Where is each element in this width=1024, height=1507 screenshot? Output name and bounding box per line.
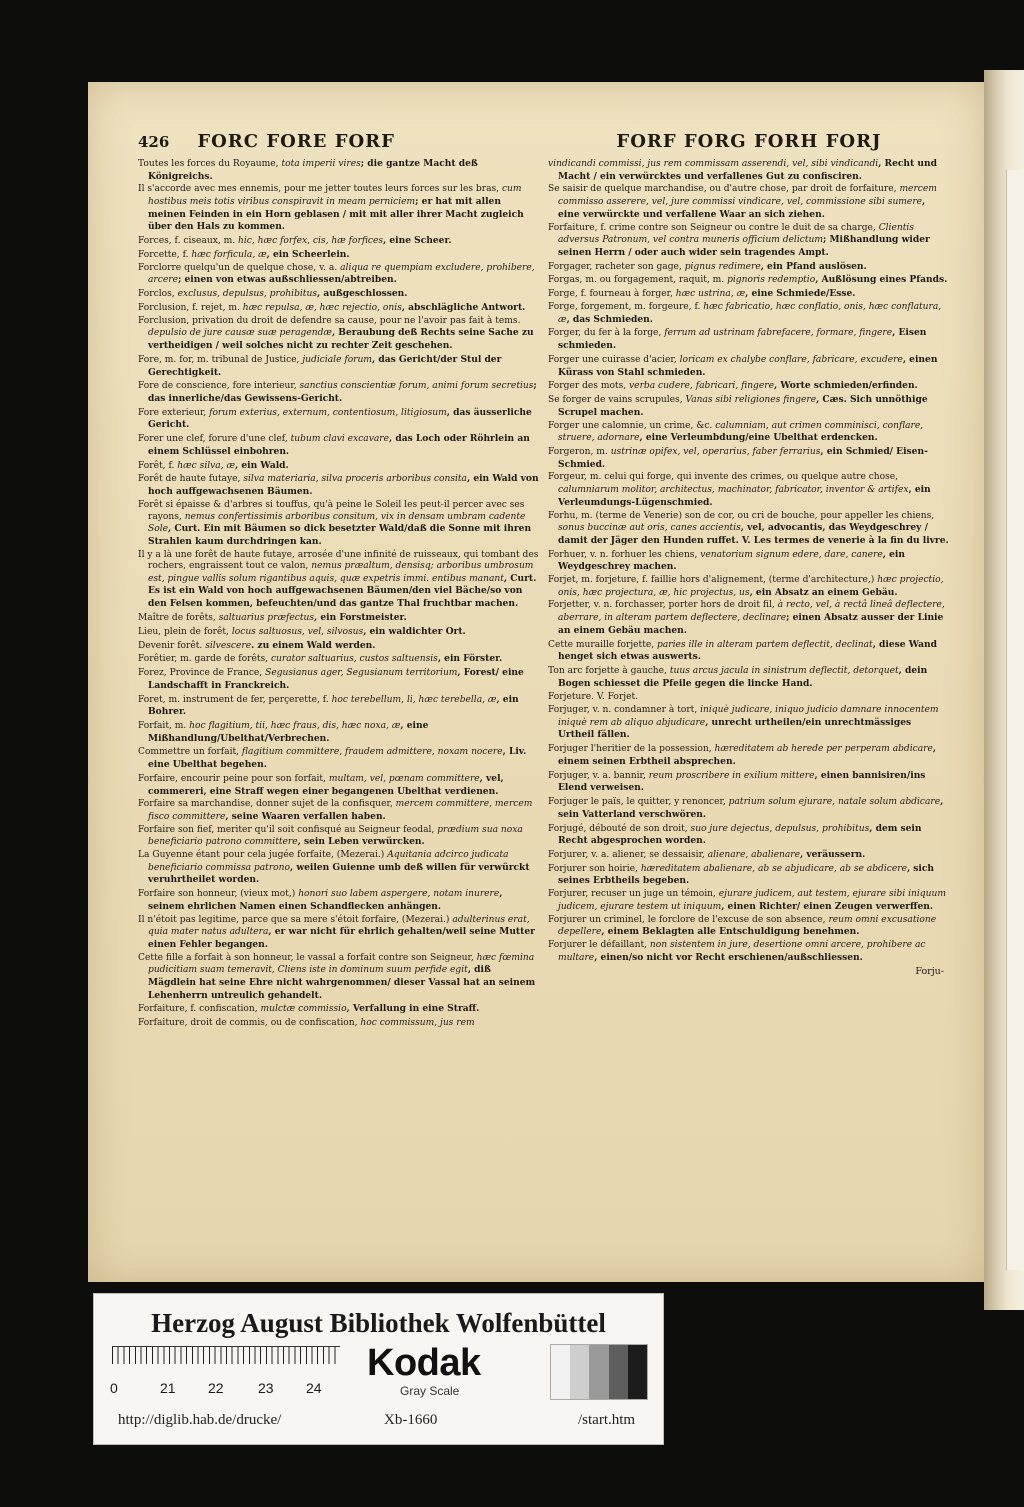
- french-text: Forger des mots,: [548, 381, 630, 392]
- dictionary-entry: [138, 612, 540, 625]
- latin-text: flagitium committere, fraudem admittere, noxam nocere: [241, 747, 503, 758]
- latin-text: hic, hæc forfex, cis, hæ forfices: [238, 236, 384, 247]
- page-edge: [984, 70, 1024, 1310]
- dictionary-entry: [138, 473, 540, 498]
- latin-text: hoc flagitium, tii, hæc fraus, dis, hæc noxa, æ: [189, 721, 401, 731]
- french-text: Forfaiture, f. confiscation,: [138, 1004, 261, 1015]
- latin-text: Clientis adversus Patronum, vel contra muneris officium delictum: [558, 222, 914, 246]
- latin-text: cum hostibus meis totis viribus conspiravit in meam perniciem: [148, 184, 522, 208]
- german-text: , Außlösung eines Pfands.: [815, 274, 948, 286]
- french-text: Forjetter, v. n. forchasser, porter hors de droit fil,: [548, 600, 778, 611]
- gray-swatch: [589, 1345, 608, 1399]
- german-text: , einem Beklagten alle Entschuldigung benehmen.: [601, 926, 860, 938]
- german-text: , ein waldichter Ort.: [363, 625, 466, 637]
- french-text: Forgager, racheter son gage,: [548, 261, 685, 272]
- dictionary-entry: [548, 446, 950, 471]
- french-text: Forfaire, encourir peine pour son forfait,: [138, 773, 329, 784]
- latin-text: pignus redimere: [684, 261, 761, 272]
- latin-text: hæc silva, æ: [177, 460, 236, 471]
- german-text: , Cæs. Sich unnöthige Scrupel machen.: [558, 394, 928, 418]
- dictionary-entry: [138, 500, 540, 549]
- ruler-number: 22: [208, 1380, 224, 1396]
- german-text: , ein Weydgeschrey machen.: [558, 548, 905, 573]
- german-text: , ein Pfand auslösen.: [760, 260, 867, 272]
- dictionary-entry: [548, 863, 950, 888]
- dictionary-entry: [138, 249, 540, 262]
- french-text: Forêt, f.: [138, 460, 178, 471]
- dictionary-entry: [138, 550, 540, 611]
- start-link: /start.htm: [578, 1412, 636, 1428]
- french-text: Forhu, m. (terme de Venerie) son de cor, ou cri de bouche, pour appeller les chiens,: [548, 510, 935, 521]
- latin-text: Aquitania adcirco judicata beneficiario commissa patrono: [148, 850, 509, 873]
- dictionary-entry: [548, 705, 950, 742]
- right-header: [548, 130, 950, 154]
- grayscale-label: Gray Scale: [400, 1384, 460, 1398]
- german-text: , eine Schmiede/Esse.: [745, 288, 856, 300]
- dictionary-entry: [138, 746, 540, 771]
- latin-text: Vanas sibi religiones fingere: [685, 395, 817, 406]
- latin-text: tota imperii vires: [281, 159, 361, 169]
- dictionary-entry: [138, 799, 540, 823]
- dictionary-entry: [548, 770, 950, 795]
- french-text: Forjurer, v. a. aliener, se dessaisir,: [548, 850, 708, 860]
- dictionary-entry: [138, 953, 540, 1003]
- german-text: , sich seines Erbtheils begeben.: [558, 862, 935, 887]
- right-running-head: FORF FORG FORH FORJ: [616, 131, 882, 152]
- dictionary-entry: [138, 640, 540, 653]
- next-page-strip: [1006, 170, 1024, 1270]
- latin-text: hæc fœmina pudicitiam suam temeravit, Cliens iste in dominum suum perfide egit: [148, 952, 535, 976]
- french-text: Forclusion, privation du droit de defendre sa cause, pour ne l'avoir pas fait à tems.: [138, 315, 521, 326]
- french-text: Forêtier, m. garde de forêts,: [138, 654, 271, 665]
- dictionary-entry: [548, 327, 950, 352]
- french-text: Fore, m. for, m. tribunal de Justice,: [138, 354, 303, 365]
- french-text: Forfaire son fief, meriter qu'il soit confisqué au Seigneur feodal,: [138, 824, 438, 835]
- dictionary-entry: [138, 235, 540, 248]
- french-text: Foret, m. instrument de fer, perçerette, f.: [138, 694, 332, 705]
- dictionary-entry: [548, 354, 950, 379]
- latin-text: hæc forficula, æ: [191, 249, 267, 260]
- latin-text: hoc terebellum, li, hæc terebella, æ: [331, 694, 497, 705]
- latin-text: iniquè judicare, iniquo judicio damnare innocentem iniquè rem ab aliquo abjudicare: [558, 705, 939, 728]
- german-text: , Curt. Es ist ein Wald von hoch auffgewachsenen Bäumen/den viel Bäche/so von den Felsen kommen, befeuchten/und das gantze Thal fruchtbar machen.: [148, 572, 537, 610]
- french-text: La Guyenne étant pour cela jugée forfaite, (Mezerai.): [138, 850, 388, 861]
- german-text: , diese Wand henget sich etwas auswerts.: [558, 638, 937, 663]
- german-text: , sein Leben verwürcken.: [297, 836, 425, 848]
- latin-text: adulterinus erat, quia mater natus adultera: [148, 914, 530, 938]
- french-text: Devenir forêt.: [138, 640, 206, 651]
- french-text: Fore de conscience, fore interieur,: [138, 381, 300, 392]
- german-text: , das Gericht/der Stul der Gerechtigkeit.: [148, 353, 502, 378]
- french-text: Forclos,: [138, 289, 178, 300]
- latin-text: calumniam, aut crimen comminisci, conflare, struere, adornare: [558, 420, 924, 444]
- german-text: , eine Scheer.: [383, 235, 452, 247]
- gray-scale-swatches: [550, 1344, 648, 1400]
- gray-swatch: [609, 1345, 628, 1399]
- ruler-number: 23: [258, 1380, 274, 1396]
- german-text: , unrecht urtheilen/ein unrechtmässiges Urtheil fällen.: [558, 716, 912, 741]
- dictionary-entry: [548, 261, 950, 274]
- german-text: , Verfallung in eine Straff.: [346, 1003, 480, 1015]
- calibration-card: [93, 1293, 664, 1445]
- dictionary-entry: [548, 184, 950, 221]
- latin-text: ejurare judicem, aut testem, ejurare sibi iniquum judicem, ejurare testem ut iniquum: [558, 889, 946, 912]
- french-text: Lieu, plein de forêt,: [138, 626, 232, 637]
- german-text: , eine verwürckte und verfallene Waar an sich ziehen.: [558, 196, 926, 220]
- french-text: Forgeur, m. celui qui forge, qui invente des crimes, ou quelque autre chose,: [548, 472, 899, 483]
- german-text: , Recht und Macht / ein verwürcktes und verfallenes Gut zu confisciren.: [558, 158, 937, 182]
- dictionary-entry: [548, 743, 950, 768]
- dictionary-entry: [138, 158, 540, 183]
- latin-text: ferrum ad ustrinam fabrefacere, formare, fingere: [664, 328, 893, 339]
- french-text: Forjuger l'heritier de la possession,: [548, 744, 715, 755]
- latin-text: exclusus, depulsus, prohibitus: [177, 289, 317, 300]
- latin-text: calumniarum molitor, architectus, machinator, fabricator, inventor & artifex: [558, 485, 909, 496]
- dictionary-entry: [548, 394, 950, 419]
- french-text: Forer une clef, forure d'une clef,: [138, 434, 291, 445]
- dictionary-entry: [548, 940, 950, 964]
- french-text: Cette muraille forjette,: [548, 639, 658, 650]
- german-text: ; Mißhandlung wider seinen Herrn / oder auch wider sein tragendes Ampt.: [558, 234, 930, 258]
- french-text: Fore exterieur,: [138, 407, 210, 418]
- german-text: , ein Wald von hoch auffgewachsenen Bäumen.: [148, 473, 539, 498]
- latin-text: sonus buccinæ aut oris, canes accientis: [558, 523, 741, 534]
- library-title: Herzog August Bibliothek Wolfenbüttel: [151, 1308, 606, 1338]
- german-text: ; einen Absatz ausser der Linie an einem Gebäu machen.: [558, 612, 944, 636]
- latin-text: nemus præaltum, densisq; arboribus umbrosum est, pingue vallis solum rigantibus aquis, quæ expetris immi. entibus manant: [148, 561, 534, 584]
- german-text: , ein Schmied/ Eisen-Schmied.: [558, 446, 928, 470]
- card-footer: [94, 1408, 663, 1438]
- dictionary-entry: [138, 407, 540, 432]
- french-text: Forhuer, v. n. forhuer les chiens,: [548, 549, 701, 560]
- latin-text: sanctius conscientiæ forum, animi forum secretius: [299, 381, 534, 392]
- german-text: , ein Forstmeister.: [314, 611, 407, 623]
- german-text: , dem sein Recht abgesprochen worden.: [558, 822, 922, 847]
- right-entries: [548, 158, 950, 964]
- dictionary-entry: [138, 850, 540, 887]
- dictionary-entry: [138, 354, 540, 379]
- ruler-number: 0: [110, 1380, 118, 1396]
- german-text: , einen bannisiren/ins Elend verweisen.: [558, 769, 926, 794]
- french-text: Forger une cuirasse d'acier,: [548, 354, 680, 365]
- french-text: Forêt si épaisse & d'arbres si touffus, qu'à peine le Soleil les peut-il percer avec ses rayons,: [138, 499, 525, 522]
- dictionary-entry: [138, 667, 540, 692]
- ruler: [112, 1346, 340, 1376]
- french-text: Forgas, m. ou forgagement, raquit, m.: [548, 275, 728, 286]
- dictionary-entry: [548, 575, 950, 599]
- french-text: Se forger de vains scrupules,: [548, 395, 686, 406]
- catchword: Forju-: [915, 966, 944, 978]
- dictionary-entry: [548, 915, 950, 939]
- dictionary-entry: [548, 274, 950, 287]
- gray-swatch: [570, 1345, 589, 1399]
- german-text: , das Loch oder Röhrlein an einem Schlüssel einbohren.: [148, 433, 530, 457]
- dictionary-entry: [548, 823, 950, 848]
- latin-text: patrium solum ejurare, natale solum abdicare: [728, 797, 941, 808]
- german-text: , ein Bohrer.: [148, 693, 519, 718]
- latin-text: judiciale forum: [302, 354, 373, 365]
- french-text: Forfaire sa marchandise, donner sujet de la confisquer,: [138, 799, 396, 810]
- dictionary-entry: [138, 626, 540, 639]
- gray-swatch: [628, 1345, 647, 1399]
- dictionary-entry: [138, 380, 540, 405]
- german-text: , sein Vatterland verschwören.: [558, 796, 944, 820]
- french-text: Ton arc forjette à gauche,: [548, 665, 670, 676]
- left-running-head: FORC FORE FORF: [197, 131, 395, 152]
- latin-text: paries ille in alteram partem deflectit, declinat: [657, 639, 873, 650]
- french-text: Forfaiture, f. crime contre son Seigneur ou contre le duit de sa charge,: [548, 222, 879, 233]
- dictionary-entry: [138, 302, 540, 315]
- dictionary-entry: [548, 849, 950, 862]
- dictionary-entry: [548, 639, 950, 664]
- dictionary-entry: [548, 472, 950, 509]
- latin-text: tuus arcus jacula in sinistrum deflectit, detorquet: [669, 665, 899, 676]
- latin-text: mercem commisso asserere, vel, jure commissi vindicare, vel, commissione sibi sumere: [558, 184, 937, 208]
- french-text: Forêt de haute futaye,: [138, 474, 244, 485]
- dictionary-entry: [548, 796, 950, 821]
- latin-text: tubum clavi excavare: [290, 434, 390, 445]
- latin-text: suo jure dejectus, depulsus, prohibitus: [690, 823, 870, 834]
- latin-text: reum proscribere in exilium mittere: [648, 770, 815, 781]
- german-text: , einen Richter/ einen Zeugen verwerffen.: [721, 900, 934, 912]
- dictionary-entry: [138, 433, 540, 458]
- latin-text: saltuarius præfectus: [218, 612, 315, 623]
- latin-text: vindicandi commissi, jus rem commissam asserendi, vel, sibi vindicandi: [548, 159, 879, 169]
- german-text: , einen Kürass von Stahl schmieden.: [558, 353, 938, 378]
- left-column: [138, 130, 540, 1031]
- french-text: Forjurer un criminel, le forclore de l'excuse de son absence,: [548, 914, 829, 925]
- dictionary-entry: [138, 288, 540, 301]
- latin-text: locus saltuosus, vel, silvosus: [231, 626, 364, 637]
- french-text: Forjeture. V. Forjet.: [548, 692, 638, 703]
- left-entries: [138, 158, 540, 1030]
- dictionary-entry: [548, 158, 950, 183]
- dictionary-entry: [548, 691, 950, 704]
- dictionary-entry: [138, 1017, 540, 1030]
- german-text: , ein Wald.: [235, 459, 289, 471]
- dictionary-entry: [548, 665, 950, 690]
- german-text: ; einen von etwas außschliessen/abtreiben.: [177, 274, 397, 286]
- latin-text: depulsio de jure causæ suæ peragendæ: [148, 328, 332, 339]
- latin-text: non sistentem in jure, desertione omni arcere, prohibere ac multare: [558, 940, 926, 963]
- dictionary-entry: [138, 915, 540, 952]
- french-text: Se saisir de quelque marchandise, ou d'autre chose, par droit de forfaiture,: [548, 184, 900, 195]
- french-text: Il s'accorde avec mes ennemis, pour me jetter toutes leurs forces sur les bras,: [138, 184, 502, 195]
- german-text: , außgeschlossen.: [316, 288, 408, 300]
- dictionary-entry: [548, 223, 950, 260]
- dictionary-entry: [548, 288, 950, 301]
- ruler-number: 21: [160, 1380, 176, 1396]
- french-text: Forjurer, recuser un juge un témoin,: [548, 889, 719, 900]
- latin-text: aliqua re quempiam excludere, prohibere, arcere: [148, 262, 535, 286]
- french-text: Forge, forgement, m. forgeure, f.: [548, 302, 704, 312]
- german-text: , vel, commereri, eine Straff wegen einer begangenen Ubelthat verdienen.: [148, 772, 504, 797]
- latin-text: prædium sua noxa beneficiario patrono committere: [148, 824, 523, 848]
- german-text: , veräussern.: [800, 849, 866, 860]
- right-column: [548, 130, 950, 979]
- latin-text: curator saltuarius, custos saltuensis: [270, 654, 438, 665]
- german-text: , seinem ehrlichen Namen einen Schandflecken anhängen.: [148, 888, 503, 912]
- dictionary-entry: [548, 511, 950, 548]
- german-text: , Eisen schmieden.: [558, 327, 927, 352]
- latin-text: Segusianus ager, Segusianum territorium: [265, 668, 458, 679]
- german-text: , ein Absatz an einem Gebäu.: [749, 586, 898, 598]
- german-text: , dein Bogen schiesset die Pfeile gegen die lincke Hand.: [558, 664, 928, 689]
- german-text: , abschlägliche Antwort.: [401, 302, 526, 313]
- dictionary-entry: [548, 549, 950, 574]
- german-text: . zu einem Wald werden.: [251, 639, 376, 651]
- german-text: , das Schmieden.: [566, 313, 653, 325]
- dictionary-entry: [138, 460, 540, 473]
- french-text: Forjugé, débouté de son droit,: [548, 823, 691, 834]
- german-text: , das äusserliche Gericht.: [148, 406, 532, 431]
- latin-text: hoc commissum, jus rem: [360, 1018, 475, 1029]
- french-text: Forcette, f.: [138, 249, 192, 260]
- french-text: Forfait, m.: [138, 721, 190, 731]
- dictionary-entry: [138, 653, 540, 666]
- latin-text: verba cudere, fabricari, fingere: [629, 381, 774, 392]
- latin-text: silvescere: [205, 640, 252, 651]
- shelfmark: Xb-1660: [384, 1412, 438, 1428]
- french-text: Forfaiture, droit de commis, ou de confiscation,: [138, 1018, 361, 1029]
- german-text: , Beraubung deß Rechts seine Sache zu vertheidigen / weil solches nicht zu rechter Zeit geschehen.: [148, 327, 534, 352]
- german-text: , Liv. eine Ubelthat begehen.: [148, 746, 527, 771]
- dictionary-entry: [138, 263, 540, 287]
- german-text: , einen/so nicht vor Recht erschienen/außschliessen.: [594, 951, 863, 963]
- latin-text: à recto, vel, à rectâ lineâ deflectere, aberrare, in alteram partem deflectere, declinare: [558, 600, 945, 624]
- latin-text: silva materiaria, silva proceris arboribus consita: [243, 474, 467, 485]
- source-url: http://diglib.hab.de/drucke/: [118, 1412, 282, 1428]
- french-text: Forger une calomnie, un crime, &c.: [548, 420, 716, 431]
- german-text: , er war nicht für ehrlich gehalten/weil seine Mutter einen Fehler begangen.: [148, 926, 535, 950]
- dictionary-entry: [138, 1003, 540, 1016]
- german-text: , ein Scheerlein.: [266, 248, 350, 260]
- ruler-number: 24: [306, 1380, 322, 1396]
- latin-text: hæc fabricatio, hæc conflatio, onis, hæc conflatura, æ: [558, 302, 942, 325]
- gray-swatch: [551, 1345, 570, 1399]
- latin-text: multam, vel, pœnam committere: [328, 773, 480, 784]
- german-text: , Forest/ eine Landschafft in Franckreich.: [148, 667, 524, 691]
- scanned-page: [88, 82, 984, 1282]
- german-text: , weilen Guienne umb deß willen für verwürckt veruhrtheilet worden.: [148, 861, 530, 886]
- latin-text: mulctæ commissio: [260, 1004, 347, 1015]
- german-text: ; die gantze Macht deß Königreichs.: [148, 158, 478, 182]
- latin-text: honori suo labem aspergere, notam inurere: [298, 889, 500, 900]
- french-text: Forjet, m. forjeture, f. faillie hors d'alignement, (terme d'architecture,): [548, 575, 878, 585]
- french-text: Forgeron, m.: [548, 447, 611, 457]
- german-text: , eine Verleumbdung/eine Ubelthat erdencken.: [639, 432, 878, 444]
- dictionary-entry: [548, 889, 950, 913]
- french-text: Forjuger le païs, le quitter, y renoncer,: [548, 797, 729, 808]
- latin-text: hæc repulsa, æ, hæc rejectio, onis: [242, 303, 402, 313]
- french-text: Il n'étoit pas legitime, parce que sa mere s'étoit forfaire, (Mezerai.): [138, 914, 453, 925]
- latin-text: nemus confertissimis arboribus consitum, vix in densam umbram cadente Sole: [148, 511, 526, 535]
- latin-text: hæreditatem ab herede per perperam abdicare: [714, 744, 933, 755]
- german-text: , seine Waaren verfallen haben.: [225, 810, 386, 822]
- latin-text: hæc projectio, onis, hæc projectura, æ, hic projectus, us: [558, 575, 944, 598]
- french-text: Cette fille a forfait à son honneur, le vassal a forfait contre son Seigneur,: [138, 952, 477, 963]
- latin-text: hæreditatem abalienare, ab se abjudicare, ab se abdicere: [640, 863, 907, 874]
- german-text: , eine Mißhandlung/Ubelthat/Verbrechen.: [148, 720, 429, 744]
- german-text: , einem seinen Erbtheil absprechen.: [558, 743, 937, 767]
- french-text: Forez, Province de France,: [138, 668, 266, 679]
- german-text: , ein Förster.: [437, 653, 503, 665]
- french-text: Forger, du fer à la forge,: [548, 328, 665, 339]
- dictionary-entry: [138, 773, 540, 798]
- german-text: , vel, advocantis, das Weydgeschrey / damit der Jäger den Hunden ruffet. V. Les termes de venerie à la fin du livre.: [558, 522, 949, 546]
- french-text: Forces, f. ciseaux, m.: [138, 236, 239, 247]
- dictionary-entry: [138, 888, 540, 913]
- french-text: Forfaire son honneur, (vieux mot,): [138, 889, 299, 900]
- latin-text: forum exterius, externum, contentiosum, litigiosum: [209, 407, 447, 418]
- latin-text: venatorium signum edere, dare, canere: [700, 549, 883, 560]
- french-text: Forjuger, v. n. condamner à tort,: [548, 705, 701, 716]
- french-text: Forjurer le défaillant,: [548, 940, 650, 951]
- page-number: 426: [138, 133, 170, 151]
- german-text: , Worte schmieden/erfinden.: [773, 380, 918, 392]
- french-text: Maître de forêts,: [138, 612, 219, 623]
- french-text: Forjurer son hoirie,: [548, 863, 641, 874]
- german-text: , ein Verleumdungs-Lügenschmied.: [558, 484, 931, 508]
- dictionary-entry: [138, 720, 540, 745]
- french-text: Forclorre quelqu'un de quelque chose, v. a.: [138, 262, 341, 273]
- french-text: Forclusion, f. rejet, m.: [138, 303, 243, 313]
- dictionary-entry: [138, 825, 540, 849]
- german-text: ; er hat mit allen meinen Feinden in ein Horn geblasen / mit mit aller ihrer Macht zugleich über den Hals zu kommen.: [148, 196, 524, 233]
- kodak-logo: Kodak: [367, 1342, 481, 1384]
- french-text: Il y a là une forêt de haute futaye, arrosée d'une infinité de ruisseaux, qui tombant des rochers, engraissent tout ce valon,: [138, 549, 539, 572]
- dictionary-entry: [548, 421, 950, 445]
- latin-text: loricam ex chalybe conflare, fabricare, excudere: [679, 354, 903, 365]
- latin-text: reum omni excusatione depellere: [558, 914, 937, 938]
- french-text: Commettre un forfait,: [138, 747, 242, 758]
- french-text: Forjuger, v. a. bannir,: [548, 770, 649, 781]
- german-text: , diß Mägdlein hat seine Ehre nicht wahrgenommen/ dieser Vassal hat an seinem Lehenherrn untreulich gehandelt.: [148, 964, 536, 1001]
- latin-text: hæc ustrina, æ: [675, 289, 746, 300]
- latin-text: ustrinæ opifex, vel, operarius, faber ferrarius: [610, 447, 821, 457]
- german-text: ; das innerliche/das Gewissens-Gericht.: [148, 380, 537, 404]
- dictionary-entry: [138, 184, 540, 234]
- latin-text: pignoris redemptio: [727, 275, 816, 286]
- french-text: Toutes les forces du Royaume,: [138, 159, 282, 169]
- dictionary-entry: [138, 694, 540, 719]
- german-text: , Curt. Ein mit Bäumen so dick besetzter Wald/daß die Sonne mit ihren Strahlen kaum durchdringen kan.: [148, 523, 532, 547]
- french-text: Forge, f. fourneau à forger,: [548, 289, 676, 300]
- dictionary-entry: [548, 302, 950, 326]
- latin-text: alienare, abalienare: [707, 850, 800, 860]
- latin-text: mercem committere, mercem fisco committere: [148, 799, 533, 822]
- left-header: [138, 130, 540, 154]
- dictionary-entry: [138, 316, 540, 353]
- dictionary-entry: [548, 600, 950, 637]
- dictionary-entry: [548, 380, 950, 393]
